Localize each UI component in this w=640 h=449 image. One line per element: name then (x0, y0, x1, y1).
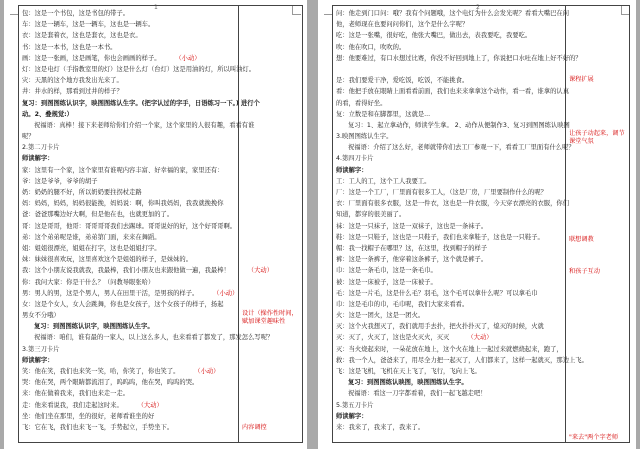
text-line (22, 232, 273, 243)
text-line (336, 64, 588, 75)
line-text: 姐：姐姐很漂亮，姐姐在打字，这也是姐姐打字。 (22, 244, 161, 252)
line-text: 复习：1、起立拿动作，师读学生拿。 2、动作从便制作3、复习到图图练认映图 (348, 121, 570, 129)
text-line (22, 187, 273, 198)
line-text: 包：这是一个书包，这是书包的带子。 (22, 10, 130, 17)
line-text: 你：我问大家：你是干什么？（问教导眼张哈） (22, 278, 155, 286)
text-line (336, 277, 588, 288)
line-text: 哥：这是哥哥，他哥：哥哥哥哥我们去踢球。哥哥说好的好，这个好哥哥啊。 (22, 222, 237, 230)
text-line (22, 64, 273, 75)
document-page-right (318, 0, 636, 449)
line-text: 坐：他们坐在那里，坐的很好，老师看谁坐的好 (22, 412, 155, 420)
text-line (22, 109, 273, 120)
action-cue: （大动） (467, 334, 493, 342)
text-line (336, 344, 588, 355)
line-text: 鞋：这是一只鞋子，这也是一只鞋子，我们也来拿鞋子，这也是一只鞋子。 (336, 233, 544, 241)
action-cue: （小动） (216, 289, 239, 297)
line-text: 师读解字： (336, 166, 368, 174)
line-text: 看：他把手放在眼睛上面看看前面，我们也来来拿拿这个动作，看一看，谁拿的认真 (336, 88, 569, 96)
line-text: 巾：这是一条毛巾，这是一条毛巾。 (336, 267, 437, 275)
line-text: 哭：他在哭，两个眼睛都流泪了，呜呜呜，他在哭，呜呜的哭。 (22, 379, 199, 387)
line-text: 复习：到图图练认识字，映图图练认生字。(把字认过的字手，日语练习一下。) 进行个 (22, 99, 260, 107)
text-line (336, 176, 588, 187)
text-line (22, 75, 273, 86)
text-line (336, 254, 588, 265)
text-line (336, 153, 588, 164)
line-text: 帽：我一找帽子在哪里？这，在这里，找到帽子的样子 (336, 244, 488, 252)
line-text: 呢？ (22, 133, 35, 141)
text-line (22, 53, 273, 64)
text-line (336, 388, 588, 399)
line-text: 灭：灭了，火灭了，这也是火灭火，灭灭 (336, 334, 450, 342)
line-text: 的看，看得好坐。 (336, 99, 387, 107)
text-line (22, 411, 273, 422)
text-line (22, 344, 273, 355)
line-text: 来：他在做着我来，我们也来走一走。 (22, 390, 130, 398)
margin-note-check: 内容调控 (242, 424, 267, 431)
line-text: 复：立数是和在脚都里，这就是... (336, 110, 431, 118)
text-line (336, 142, 588, 153)
line-text: 师读解字： (22, 356, 54, 364)
text-line (22, 422, 273, 433)
line-text: 灾：天黑的这个地方我发出光来了。 (22, 77, 123, 85)
line-text: 妹：妹妹很喜欢玩，这里喜欢这个是姐姐的样子，是妹妹的。 (22, 256, 193, 264)
line-text: 问：他走到门口问：哦？我有个问题哦，这个电灯为什么会发光呢？看看大嘴巴在问 (336, 10, 569, 17)
line-text: 3.第三刀卡片 (22, 345, 60, 353)
text-line (22, 120, 273, 131)
text-line (336, 98, 588, 109)
text-line (22, 388, 273, 399)
line-text: 巾：这是毛巾的巾，毛巾呢，我们大家来看看。 (336, 300, 469, 308)
line-text: 袜：这是一只袜子，这是一双袜子，这也是一条袜子。 (336, 222, 488, 230)
text-line (22, 131, 273, 142)
text-line (336, 131, 588, 142)
line-text: 男：男人的男，这是个男人，男人在田里干活，是男孩的样子。 (22, 289, 199, 297)
margin-note-design: 设计（操作性时间，赋加课堂趣味性 (242, 310, 298, 325)
line-text: 裤：这是一条裤子，他穿着这条裤子，这个就是裤子。 (336, 256, 488, 264)
line-text: 吃：这是一张嘴，很好吃，他张大嘴巴，做出去，表我要吃，我要吃。 (336, 32, 532, 40)
line-text: 祝福语：介绍了这么好，老师就带你们去工厂参观一下，看看工厂里面有什么呢？ (348, 144, 575, 152)
text-line (22, 142, 273, 153)
line-text: 厂：这是一个工厂，厂里面有很多工人，（这是厂房，厂里要制作什么的呢？ (336, 189, 547, 196)
text-line (336, 366, 588, 377)
line-text: 井：井水的样，那看到过井的样子？ (22, 88, 123, 96)
line-text: 灯：这是电灯（手指教室里的灯）这是什么灯（台灯）这是用油的灯，所以叫油灯。 (22, 65, 255, 73)
page-number: 1 (154, 4, 158, 11)
line-text: 爸：爸爸那嘴边好大啊，但是他在也，也就更加的了。 (22, 211, 174, 219)
text-line (336, 377, 588, 388)
text-line (22, 265, 273, 276)
text-line (336, 355, 588, 366)
text-line (336, 232, 588, 243)
text-line (22, 8, 273, 19)
text-line (336, 19, 588, 30)
text-line (336, 209, 588, 220)
text-line (336, 30, 588, 41)
text-line (22, 19, 273, 30)
line-text: 2.第二刀卡片 (22, 144, 60, 152)
text-line (22, 42, 273, 53)
line-text: 飞：这是飞机，飞机在天上飞了，飞行，飞向上飞。 (336, 368, 481, 375)
text-line (336, 8, 588, 19)
text-line (22, 366, 273, 377)
line-text: 师读解字： (336, 412, 368, 420)
text-line (336, 332, 588, 343)
line-text: 书：这是一本书，这也是一本书。 (22, 43, 117, 51)
line-text: 毛：这是一片毛，这是什么毛？羽毛，这个毛可以拿什么呢？可以拿毛巾 (336, 289, 538, 297)
text-line (336, 187, 588, 198)
line-text: 飞：它在飞，我们也来飞一飞，手势起立，手势坐下。 (22, 423, 174, 431)
line-text: 动。2、叠规觉:） (22, 110, 73, 118)
line-text: 想：他要难过，有口水想过比赛，你没不好回到地上了，你说把口水吐在地上好不好的？ (336, 54, 582, 62)
text-line (22, 332, 273, 343)
text-line (22, 221, 273, 232)
line-text: 4.第四刀卡片 (336, 155, 374, 163)
text-line (336, 221, 588, 232)
page-number: 2 (476, 4, 480, 11)
line-text: 祝福语：真棒！接下来老师给你们介绍一个家，这个家里的人很有趣，看看有谁 (34, 121, 255, 129)
line-text: 奶：奶奶的腿不好，所以奶奶要拄拐杖走路 (22, 189, 142, 196)
text-line (22, 321, 273, 332)
line-text: 衣：厂里面有很多衣服，这是一件衣，这也是一件衣服，今天穿衣漂亮的衣服，你们 (336, 200, 569, 208)
line-text: 祝福语：看这一刀字都看着，我们一起飞越走吧！ (348, 390, 487, 398)
text-line (336, 42, 588, 53)
text-line (22, 254, 273, 265)
lesson-content (336, 8, 588, 433)
line-text: 救：我一个人，爸爸来了，用尽全力把一起灭了，人们都来了，这样一起就灭，那边上飞。 (336, 356, 588, 364)
line-text: 工：工人的工，这个工人我要工。 (336, 177, 431, 185)
line-text: 祝福语：咱们，谁有最的一家人，以上这么多人，也来看看了都发了，那发怎么写呢？ (34, 334, 274, 342)
text-line (22, 400, 273, 411)
text-line (336, 321, 588, 332)
action-cue: （大动） (247, 267, 273, 275)
text-line (336, 243, 588, 254)
text-line (22, 176, 273, 187)
line-text: 知道，都穿的很美丽了。 (336, 211, 406, 219)
line-text: 车：这是一辆车，这是一辆车，这也是一辆车。 (22, 21, 155, 29)
line-text: 灭：这个火我想灭了，我们就用手去扑，把火扑扑灭了，熄灭的时候，火就 (336, 323, 544, 331)
lesson-content (22, 8, 273, 433)
margin-note-interact: 和孩子互动 (569, 268, 600, 275)
line-text: 爷：这是爷爷，爷爷的胡子 (22, 177, 98, 185)
text-line (336, 109, 588, 120)
margin-note-expand: 课程扩展 (569, 76, 594, 83)
text-line (22, 288, 273, 299)
margin-note-review: 联想调教 (569, 236, 594, 243)
text-line (336, 120, 588, 131)
line-text: 衣：这是套着衣，这也是套衣，这也是衣。 (22, 32, 142, 40)
line-text: 5.第五刀卡片 (336, 401, 374, 409)
line-text: 吹：他在吹口，吹吹的。 (336, 43, 406, 51)
line-text: 3.映图图练认生字。 (336, 133, 393, 141)
line-text: 妈：妈妈，妈妈，妈妈很能挽，妈妈说：啊，你叫我妈妈，我我就挽挽你 (22, 200, 224, 208)
lesson-plan-table (18, 5, 303, 443)
action-cue: （小动） (178, 54, 201, 62)
text-line (22, 243, 273, 254)
text-line (336, 400, 588, 411)
text-line (336, 299, 588, 310)
line-text: 复习：到图图练认映图，映图图练认生字。 (348, 379, 468, 387)
text-line (336, 198, 588, 209)
text-line (22, 153, 273, 164)
margin-note-game: 让孩子动起来，调节课堂气氛 (569, 130, 625, 145)
line-text: 我：这个小朋友说我就我，我最棒，我们小朋友也来跟他做一遍，我最棒！ (22, 267, 230, 275)
margin-note-come: "来去"两个字老师 (569, 434, 619, 441)
line-text: 笑：他在笑，我们也来笑一笑，哈，你笑了，你也笑了。 (22, 368, 180, 375)
line-text: 复习：到图图练认识字，映图图练认生字。 (34, 323, 154, 331)
line-text: 火：这是一团火，这是一团火。 (336, 312, 425, 320)
text-line (22, 377, 273, 388)
document-page-left (4, 0, 307, 449)
text-line (336, 265, 588, 276)
text-line (336, 53, 588, 64)
text-line (336, 86, 588, 97)
line-text: 来：我来了，我来了，我来了。 (336, 423, 425, 431)
text-line (22, 165, 273, 176)
text-line (22, 355, 273, 366)
line-text: 家：这里有一个家，这个家里有谁呢内容丰富、好幸福的家，家里还有： (22, 166, 224, 174)
text-line (336, 422, 588, 433)
line-text: 被：这是一床被子，这是一床被子。 (336, 278, 437, 286)
line-text: 画：这是一张画，这是画笔，你也会画画的样子。 (22, 54, 161, 62)
text-line (22, 86, 273, 97)
text-line (22, 98, 273, 109)
line-text: 弟：这个弟弟呢是谁，弟弟第门面，来来在舞蹈。 (22, 233, 161, 241)
action-cue: （小动） (197, 368, 220, 375)
line-text: 女：这是个女人，女人会跳舞，你也是女孩子，这个女孩子的样子，扬起 (22, 300, 224, 308)
text-line (336, 75, 588, 86)
line-text: 是：我们要爱干净，爱吃饭，吃饭，不能挑食。 (336, 77, 469, 85)
text-line (22, 310, 273, 321)
text-line (22, 299, 273, 310)
lesson-plan-table (332, 5, 630, 443)
action-cue: （大动） (140, 401, 163, 409)
text-line (336, 165, 588, 176)
line-text: 灭：当火烧起来时，一朵花放在地上，这个火在地上一起过来就燃烧起来，跑了， (336, 345, 563, 353)
line-text: 男女不分哦） (22, 312, 60, 320)
text-line (22, 209, 273, 220)
line-text: 他，老师现在也要问问你们，这个是什么字呢？ (336, 21, 469, 29)
text-line (336, 411, 588, 422)
text-line (336, 288, 588, 299)
text-line (336, 310, 588, 321)
text-line (22, 198, 273, 209)
text-line (22, 30, 273, 41)
line-text: 师读解字： (22, 155, 54, 163)
text-line (22, 277, 273, 288)
line-text: 走：他来看说我，我们走起这时来。 (22, 401, 123, 409)
